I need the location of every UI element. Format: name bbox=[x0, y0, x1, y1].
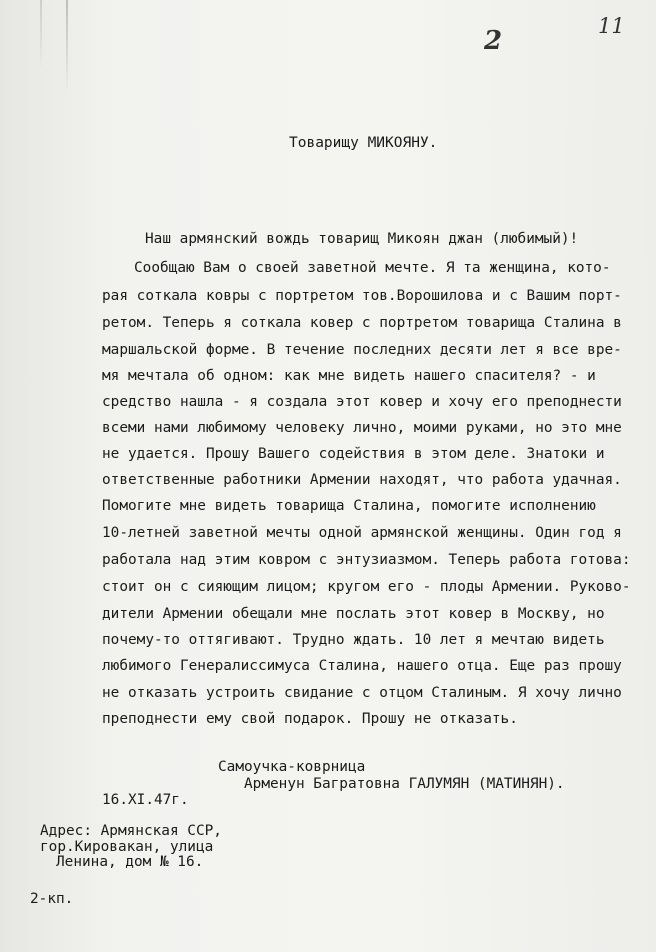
fold-line-secondary bbox=[40, 0, 42, 70]
address-line: Ленина, дом № 16. bbox=[56, 854, 204, 870]
body-line: преподнести ему свой подарок. Прошу не отказать. bbox=[102, 711, 518, 727]
handwritten-page-number: 11 bbox=[598, 14, 625, 38]
body-line: рая соткала ковры с портретом тов.Ворошилова и с Вашим порт- bbox=[102, 288, 622, 304]
signature-role: Самоучка-коврница bbox=[218, 759, 366, 775]
handwritten-corner-mark: 2 bbox=[484, 26, 503, 56]
body-line: не удается. Прошу Вашего содействия в этом деле. Знатоки и bbox=[102, 446, 605, 462]
body-line: маршальской форме. В течение последних десяти лет я все вре- bbox=[102, 342, 622, 358]
body-line: дители Армении обещали мне послать этот ковер в Москву, но bbox=[102, 606, 605, 622]
copies-note: 2-кп. bbox=[30, 891, 74, 907]
letter-title: Товарищу МИКОЯНУ. bbox=[289, 135, 438, 151]
body-line: Сообщаю Вам о своей заветной мечте. Я та женщина, кото- bbox=[134, 260, 611, 276]
body-line: Помогите мне видеть товарища Сталина, помогите исполнению bbox=[102, 498, 596, 514]
body-line: средство нашла - я создала этот ковер и хочу его преподнести bbox=[102, 394, 622, 410]
letter-date: 16.XI.47г. bbox=[102, 792, 189, 808]
body-line: работала над этим ковром с энтузиазмом. Теперь работа готова: bbox=[102, 552, 631, 568]
address-line: Адрес: Армянская ССР, bbox=[40, 823, 222, 839]
body-line: ретом. Теперь я соткала ковер с портретом товарища Сталина в bbox=[102, 315, 622, 331]
body-line: 10-летней заветной мечты одной армянской женщины. Один год я bbox=[102, 525, 622, 541]
body-line: ответственные работники Армении находят, что работа удачная. bbox=[102, 472, 622, 488]
body-line: не отказать устроить свидание с отцом Сталиным. Я хочу лично bbox=[102, 685, 622, 701]
body-line: стоит он с сияющим лицом; кругом его - плоды Армении. Руково- bbox=[102, 579, 631, 595]
address-line: гор.Кировакан, улица bbox=[40, 839, 214, 855]
body-line: любимого Генералиссимуса Сталина, нашего отца. Еще раз прошу bbox=[102, 658, 622, 674]
body-line: всеми нами любимому человеку лично, моими руками, но это мне bbox=[102, 420, 622, 436]
body-line: почему-то оттягивают. Трудно ждать. 10 лет я мечтаю видеть bbox=[102, 632, 605, 648]
signature-name: Арменун Багратовна ГАЛУМЯН (МАТИНЯН). bbox=[244, 776, 565, 792]
fold-line bbox=[66, 0, 68, 95]
letter-salutation: Наш армянский вождь товарищ Микоян джан (любимый)! bbox=[145, 231, 579, 247]
body-line: мя мечтала об одном: как мне видеть нашего спасителя? - и bbox=[102, 368, 596, 384]
